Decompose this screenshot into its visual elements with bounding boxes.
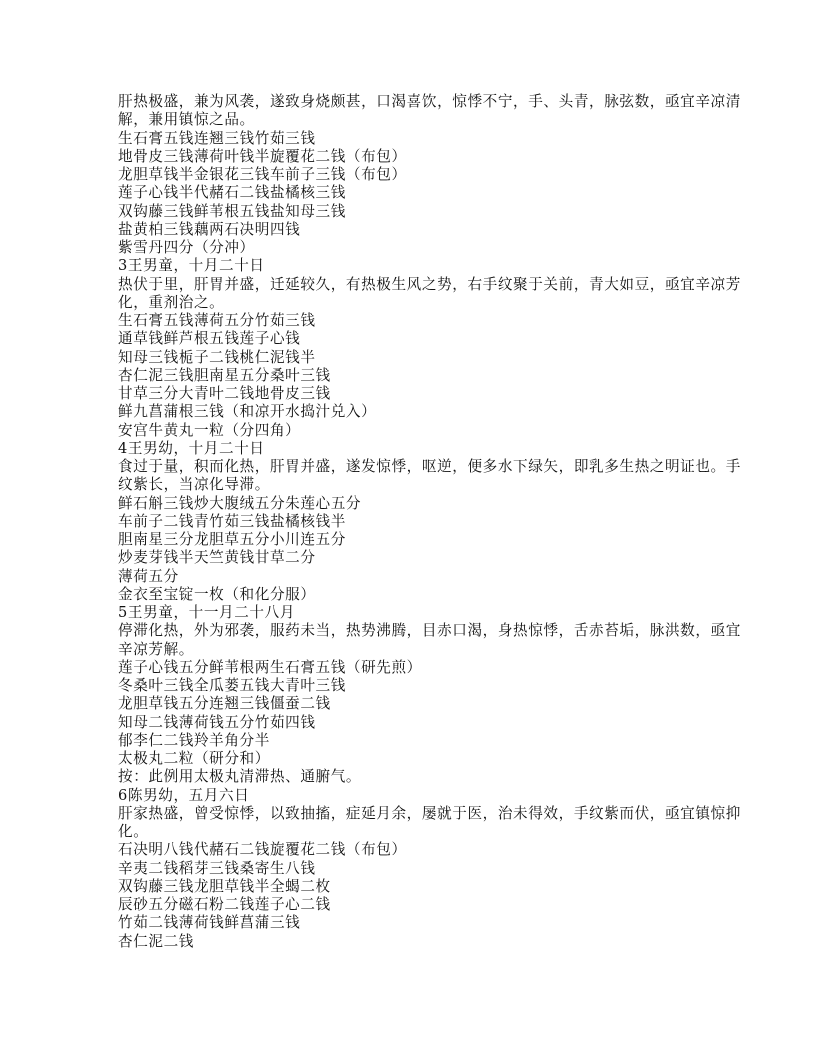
case-description-line: 肝家热盛，曾受惊悸，以致抽搐，症延月余，屡就于医，治未得效，手纹紫而伏，亟宜镇惊抑 bbox=[118, 804, 741, 822]
case-description-line: 化。 bbox=[118, 823, 149, 840]
prescription-line: 金衣至宝锭一枚（和化分服） bbox=[118, 585, 316, 603]
prescription-line: 薄荷五分 bbox=[118, 567, 179, 585]
case-header: 4王男幼，十月二十日 bbox=[118, 439, 265, 457]
prescription-line: 杏仁泥三钱胆南星五分桑叶三钱 bbox=[118, 366, 331, 384]
case-description-line: 肝热极盛，兼为风袭，遂致身烧颇甚，口渴喜饮，惊悸不宁，手、头青，脉弦数，亟宜辛凉清 bbox=[118, 93, 741, 110]
prescription-line: 按：此例用太极丸清滞热、通腑气。 bbox=[118, 768, 362, 786]
prescription-line: 生石膏五钱连翘三钱竹茹三钱 bbox=[118, 129, 316, 147]
prescription-line: 辛夷二钱稻芽三钱桑寄生八钱 bbox=[118, 859, 316, 877]
prescription-line: 鲜石斛三钱炒大腹绒五分朱莲心五分 bbox=[118, 494, 362, 512]
case-header: 3王男童，十月二十日 bbox=[118, 257, 265, 275]
document-body bbox=[118, 93, 741, 951]
prescription-line: 盐黄柏三钱藕两石决明四钱 bbox=[118, 220, 301, 238]
prescription-line: 车前子二钱青竹茹三钱盐橘核钱半 bbox=[118, 512, 346, 530]
case-description-line: 解，兼用镇惊之品。 bbox=[118, 111, 255, 129]
prescription-line: 通草钱鲜芦根五钱莲子心钱 bbox=[118, 330, 301, 348]
prescription-line: 竹茹二钱薄荷钱鲜菖蒲三钱 bbox=[118, 914, 301, 932]
case-header: 6陈男幼，五月六日 bbox=[118, 786, 250, 804]
prescription-line: 杏仁泥二钱 bbox=[118, 932, 194, 950]
prescription-line: 炒麦芽钱半天竺黄钱甘草二分 bbox=[118, 549, 316, 567]
prescription-line: 太极丸二粒（研分和） bbox=[118, 750, 270, 767]
prescription-line: 紫雪丹四分（分冲） bbox=[118, 239, 255, 256]
prescription-line: 胆南星三分龙胆草五分小川连五分 bbox=[118, 531, 346, 548]
case-header: 5王男童，十一月二十八月 bbox=[118, 604, 296, 621]
prescription-line: 龙胆草钱五分连翘三钱僵蚕二钱 bbox=[118, 695, 331, 713]
prescription-line: 生石膏五钱薄荷五分竹茹三钱 bbox=[118, 312, 316, 329]
prescription-line: 莲子心钱半代赭石二钱盐橘核三钱 bbox=[118, 184, 346, 202]
prescription-line: 石决明八钱代赭石二钱旋覆花二钱（布包） bbox=[118, 841, 407, 859]
prescription-line: 龙胆草钱半金银花三钱车前子三钱（布包） bbox=[118, 166, 407, 183]
prescription-line: 安宫牛黄丸一粒（分四角） bbox=[118, 421, 301, 439]
prescription-line: 甘草三分大青叶二钱地骨皮三钱 bbox=[118, 385, 331, 402]
case-description-line: 辛凉芳解。 bbox=[118, 640, 194, 658]
prescription-line: 辰砂五分磁石粉二钱莲子心二钱 bbox=[118, 896, 331, 913]
prescription-line: 鲜九菖蒲根三钱（和凉开水捣汁兑入） bbox=[118, 403, 377, 421]
prescription-line: 知母三钱栀子二钱桃仁泥钱半 bbox=[118, 348, 316, 366]
prescription-line: 双钩藤三钱鲜苇根五钱盐知母三钱 bbox=[118, 202, 346, 220]
prescription-line: 知母二钱薄荷钱五分竹茹四钱 bbox=[118, 713, 316, 731]
case-description-line: 停滞化热，外为邪袭，服药未当，热势沸腾，目赤口渴，身热惊悸，舌赤苔垢，脉洪数，亟宜 bbox=[118, 622, 741, 640]
case-description-line: 化，重剂治之。 bbox=[118, 293, 225, 311]
case-description-line: 纹紫长，当凉化导滞。 bbox=[118, 476, 270, 494]
prescription-line: 双钩藤三钱龙胆草钱半全蝎二枚 bbox=[118, 877, 331, 895]
prescription-line: 地骨皮三钱薄荷叶钱半旋覆花二钱（布包） bbox=[118, 147, 407, 165]
prescription-line: 冬桑叶三钱全瓜蒌五钱大青叶三钱 bbox=[118, 677, 346, 694]
prescription-line: 郁李仁二钱羚羊角分半 bbox=[118, 731, 270, 749]
case-description-line: 食过于量，积而化热，肝胃并盛，遂发惊悸，呕逆，便多水下绿矢，即乳多生热之明证也。手 bbox=[118, 458, 741, 475]
case-description-line: 热伏于里，肝胃并盛，迁延较久，有热极生风之势，右手纹聚于关前，青大如豆，亟宜辛凉芳 bbox=[118, 275, 741, 293]
prescription-line: 莲子心钱五分鲜苇根两生石膏五钱（研先煎） bbox=[118, 658, 422, 676]
